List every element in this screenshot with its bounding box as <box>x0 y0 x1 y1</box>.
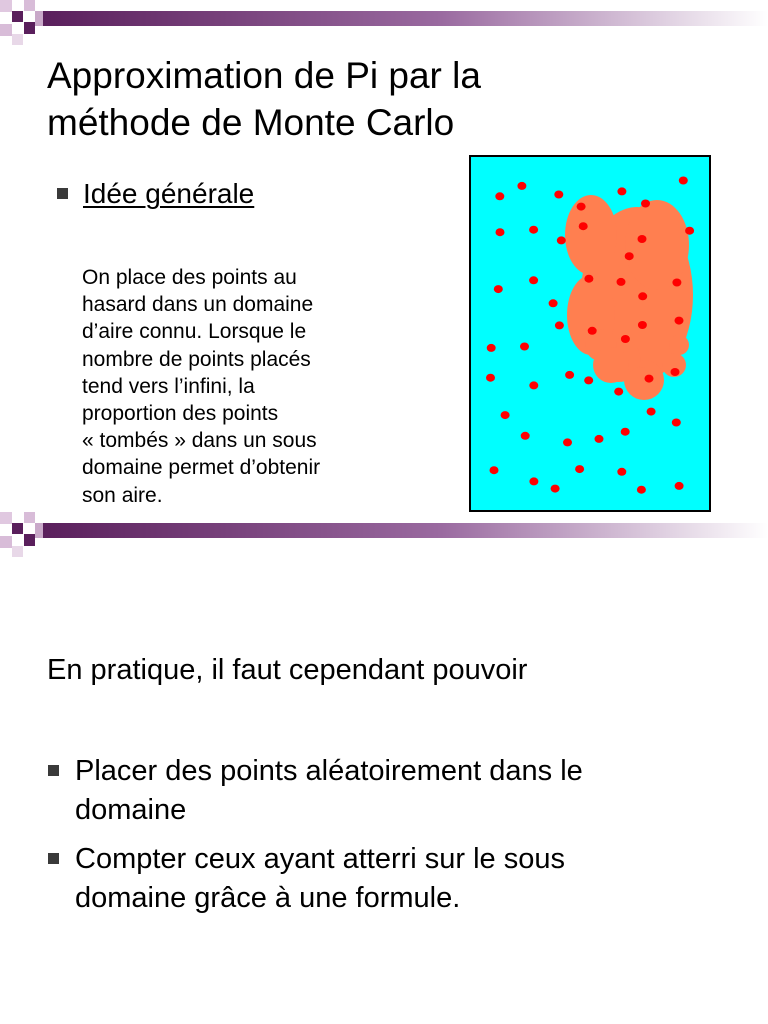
paragraph-line: son aire. <box>82 483 163 507</box>
random-point <box>486 374 495 382</box>
bullet-line: Compter ceux ayant atterri sur le sous <box>75 843 565 875</box>
random-point <box>671 368 680 376</box>
random-point <box>579 222 588 230</box>
random-point <box>614 388 623 396</box>
bullet-line: Placer des points aléatoirement dans le <box>75 755 583 787</box>
random-point <box>565 371 574 379</box>
header-decoration <box>0 512 768 582</box>
random-point <box>487 344 496 352</box>
title-line: méthode de Monte Carlo <box>47 102 455 143</box>
square-bullet-icon <box>48 853 59 864</box>
random-point <box>551 485 560 493</box>
bullet-line: domaine grâce à une formule. <box>75 882 461 914</box>
random-point <box>637 486 646 494</box>
random-point <box>577 203 586 211</box>
random-point <box>555 321 564 329</box>
random-point <box>672 419 681 427</box>
square-bullet-icon <box>48 765 59 776</box>
random-point <box>554 191 563 199</box>
paragraph-line: d’aire connu. Lorsque le <box>82 320 307 344</box>
random-point <box>679 177 688 185</box>
random-point <box>496 228 505 236</box>
monte-carlo-figure <box>469 155 712 512</box>
random-point <box>621 428 630 436</box>
random-point <box>557 236 566 244</box>
random-point <box>625 252 634 260</box>
random-point <box>641 200 650 208</box>
random-point <box>647 408 656 416</box>
description-paragraph <box>82 264 382 509</box>
random-point <box>595 435 604 443</box>
random-point <box>685 227 694 235</box>
random-point <box>584 376 593 384</box>
paragraph-line: proportion des points <box>82 402 279 426</box>
bullet-line: domaine <box>75 794 187 826</box>
random-point <box>490 466 499 474</box>
sub-domain-shape-part <box>626 367 658 399</box>
random-point <box>675 482 684 490</box>
random-point <box>617 468 626 476</box>
random-point <box>517 182 526 190</box>
paragraph-line: domaine permet d’obtenir <box>82 456 321 480</box>
random-point <box>529 276 538 284</box>
paragraph-line: On place des points au <box>82 266 297 289</box>
random-point <box>621 335 630 343</box>
random-point <box>638 235 647 243</box>
random-point <box>549 299 558 307</box>
random-point <box>588 327 597 335</box>
paragraph-line: tend vers l’infini, la <box>82 374 255 398</box>
random-point <box>638 292 647 300</box>
random-point <box>617 187 626 195</box>
random-point <box>584 275 593 283</box>
sub-domain-shape-part <box>625 200 689 290</box>
slide-2 <box>0 512 768 1024</box>
random-point <box>520 343 529 351</box>
sub-domain-shape-part <box>593 347 629 383</box>
random-point <box>675 317 684 325</box>
random-point <box>494 285 503 293</box>
square-bullet-icon <box>57 188 68 199</box>
random-point <box>501 411 510 419</box>
sub-domain-shape-part <box>669 335 689 355</box>
slide-title <box>47 52 481 146</box>
random-point <box>495 192 504 200</box>
random-point <box>575 465 584 473</box>
random-point <box>521 432 530 440</box>
random-point <box>645 375 654 383</box>
paragraph-line: nombre de points placés <box>82 347 311 371</box>
paragraph-line: hasard dans un domaine <box>82 293 314 317</box>
paragraph-line: « tombés » dans un sous <box>82 429 317 453</box>
random-point <box>529 477 538 485</box>
random-point <box>529 381 538 389</box>
random-point <box>638 321 647 329</box>
random-point <box>563 438 572 446</box>
sub-domain-shape-part <box>565 195 617 275</box>
title-line: Approximation de Pi par la <box>47 55 481 96</box>
lead-text: En pratique, il faut cependant pouvoir <box>47 654 528 686</box>
random-point <box>529 226 538 234</box>
random-point <box>617 278 626 286</box>
subheading-text: Idée générale <box>83 178 255 209</box>
random-point <box>672 279 681 287</box>
